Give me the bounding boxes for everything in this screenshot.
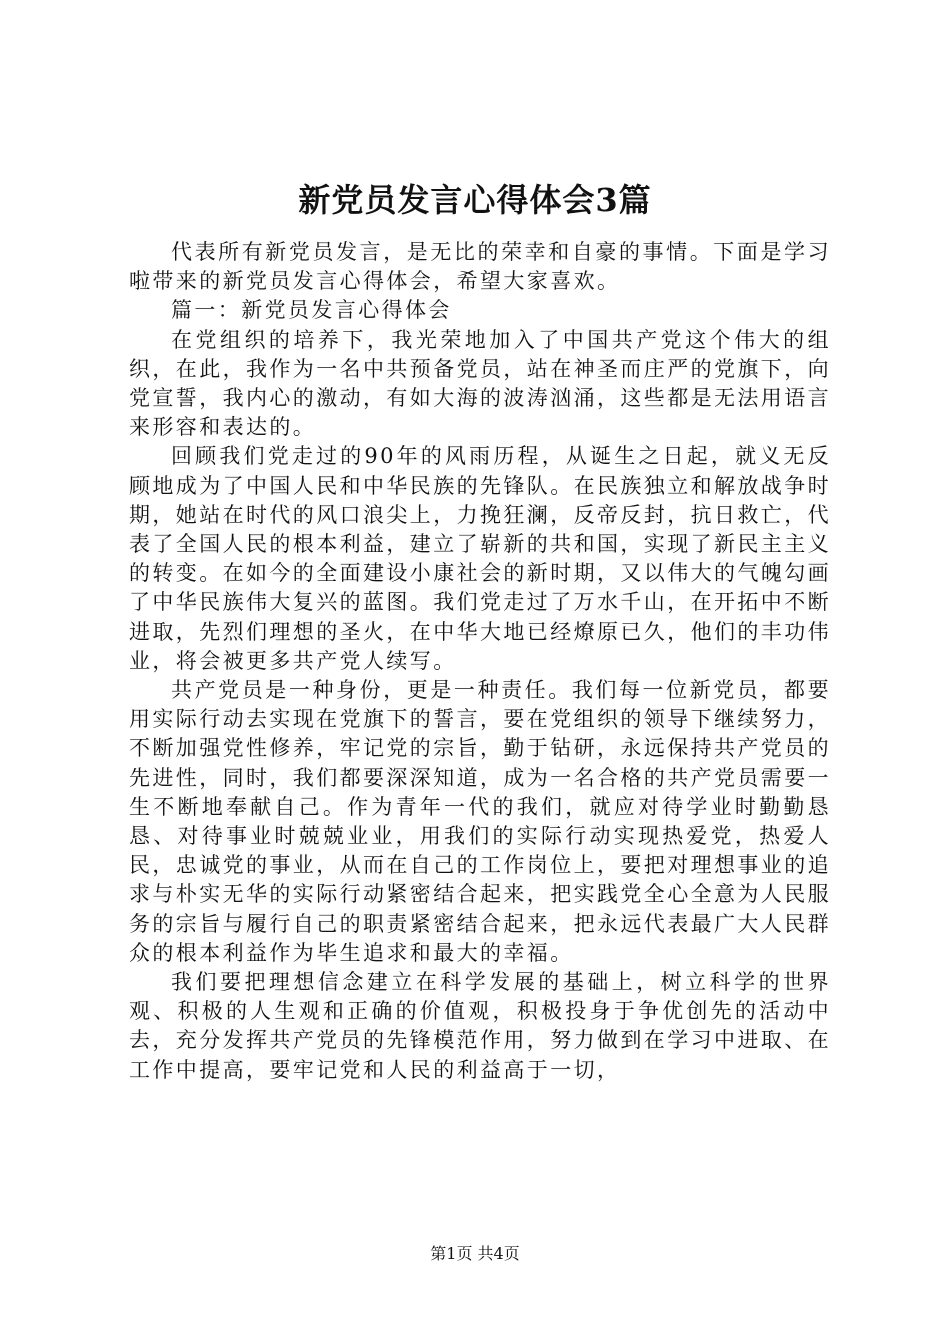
paragraph: 我们要把理想信念建立在科学发展的基础上，树立科学的世界观、积极的人生观和正确的价值观，积极投身于争优创先的活动中去，充分发挥共产党员的先锋模范作用，努力做到在学习中进取、在工作中提高，要牢记党和人民的利益高于一切， <box>129 970 831 1082</box>
paragraph: 回顾我们党走过的90年的风雨历程，从诞生之日起，就义无反顾地成为了中国人民和中华民族的先锋队。在民族独立和解放战争时期，她站在时代的风口浪尖上，力挽狂澜，反帝反封，抗日救亡，代表了全国人民的根本利益，建立了崭新的共和国，实现了新民主主义的转变。在如今的全面建设小康社会的新时期，又以伟大的气魄勾画了中华民族伟大复兴的蓝图。我们党走过了万水千山，在开拓中不断进取，先烈们理想的圣火，在中华大地已经燎原已久，他们的丰功伟业，将会被更多共产党人续写。 <box>129 444 831 673</box>
document-body <box>129 238 831 1085</box>
paragraph-intro: 代表所有新党员发言，是无比的荣幸和自豪的事情。下面是学习啦带来的新党员发言心得体会，希望大家喜欢。 <box>129 240 831 294</box>
paragraph: 共产党员是一种身份，更是一种责任。我们每一位新党员，都要用实际行动去实现在党旗下的誓言，要在党组织的领导下继续努力，不断加强党性修养，牢记党的宗旨，勤于钻研，永远保持共产党员的先进性，同时，我们都要深深知道，成为一名合格的共产党员需要一生不断地奉献自己。作为青年一代的我们，就应对待学业时勤勤恳恳、对待事业时兢兢业业，用我们的实际行动实现热爱党，热爱人民，忠诚党的事业，从而在自己的工作岗位上，要把对理想事业的追求与朴实无华的实际行动紧密结合起来，把实践党全心全意为人民服务的宗旨与履行自己的职责紧密结合起来，把永远代表最广大人民群众的根本利益作为毕生追求和最大的幸福。 <box>129 678 831 965</box>
paragraph: 在党组织的培养下，我光荣地加入了中国共产党这个伟大的组织，在此，我作为一名中共预备党员，站在神圣而庄严的党旗下，向党宣誓，我内心的激动，有如大海的波涛汹涌，这些都是无法用语言来形容和表达的。 <box>129 327 831 440</box>
document-title: 新党员发言心得体会3篇 <box>298 181 652 219</box>
page-footer: 第1页 共4页 <box>430 1244 520 1263</box>
section-heading: 篇一：新党员发言心得体会 <box>171 298 452 323</box>
